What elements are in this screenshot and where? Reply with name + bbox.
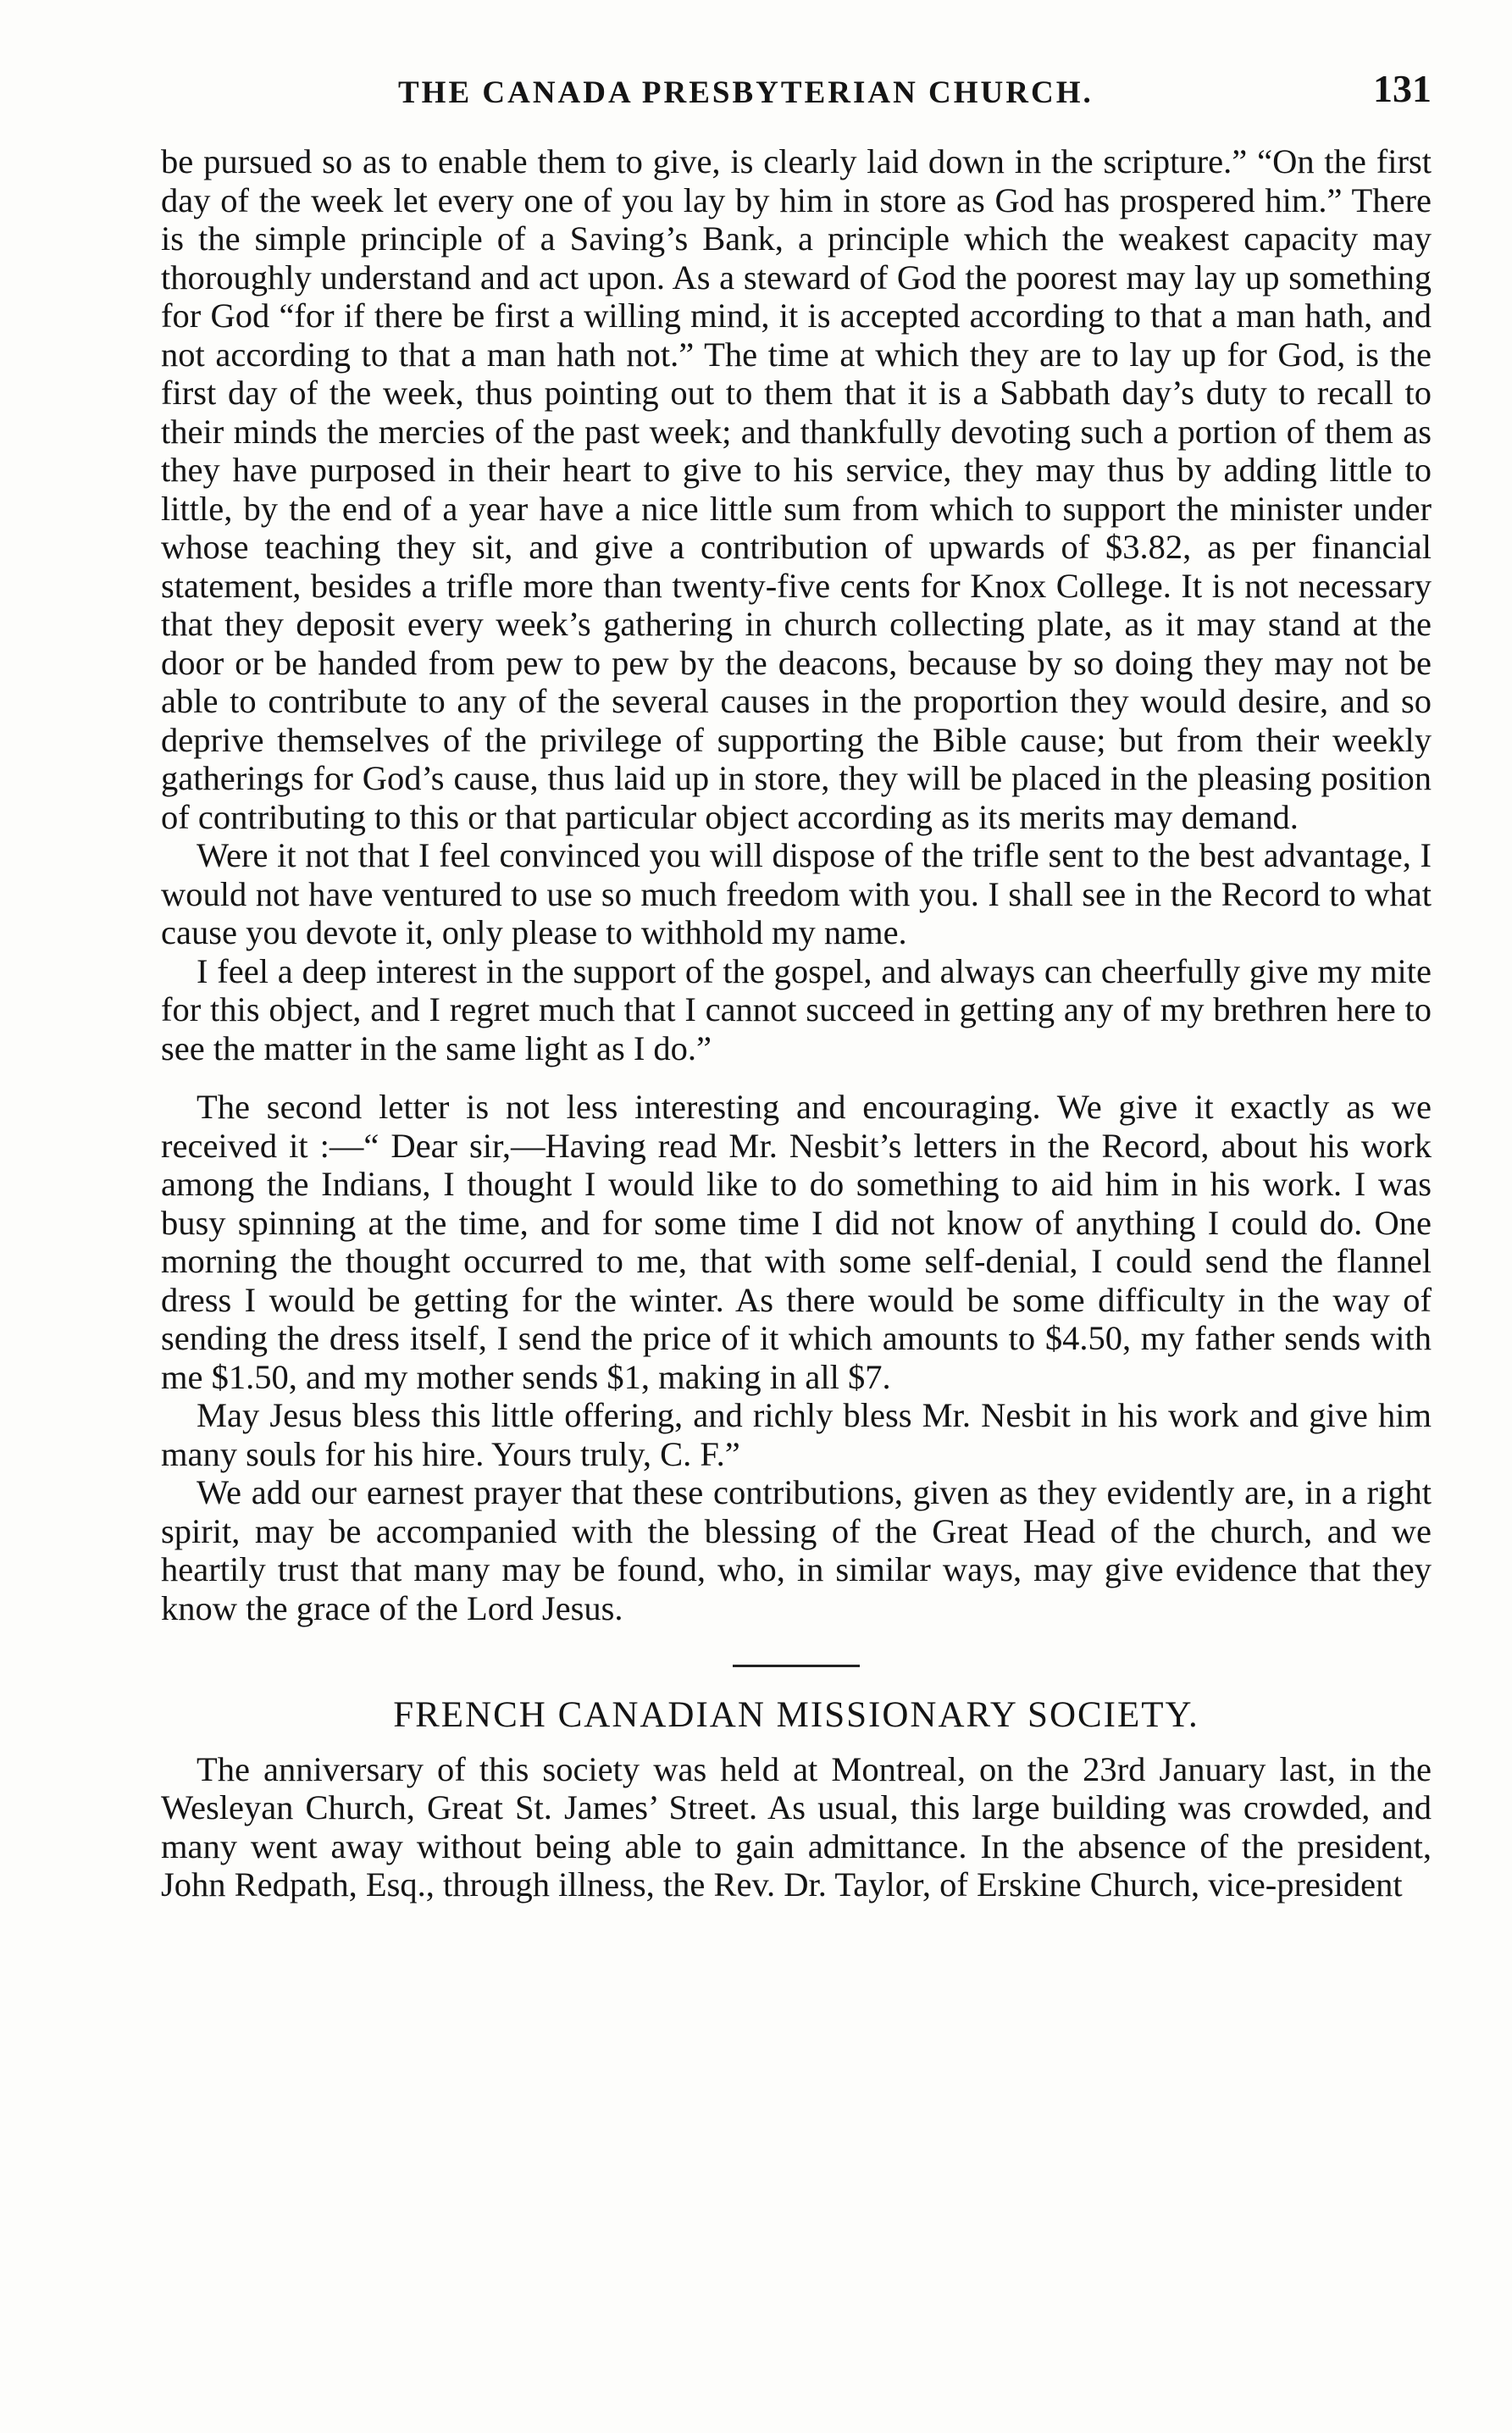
paragraph: The second letter is not less interesting and encouraging. We give it exactly as we received it :—“ Dear sir,—Having read Mr. Nesbit’s letters in the Record, about his work among the Indians, I thought I would like to do something to aid him in his work. I was busy spinning at the time, and for some time I did not know of anything I could do. One morning the thought occurred to me, that with some self-denial, I could send the flannel dress I would be getting for the winter. As there would be some difficulty in the way of sending the dress itself, I send the price of it which amounts to $4.50, my father sends with me $1.50, and my mother sends $1, making in all $7. [161, 1088, 1432, 1396]
page-header [161, 66, 1432, 125]
paragraph: May Jesus bless this little offering, and richly bless Mr. Nesbit in his work and give him many souls for his hire. Yours truly, C. F.” [161, 1396, 1432, 1473]
section-divider [733, 1665, 860, 1667]
paragraph: I feel a deep interest in the support of the gospel, and always can cheerfully give my mite for this object, and I regret much that I cannot succeed in getting any of my brethren here to see the matter in the same light as I do.” [161, 951, 1432, 1067]
paragraph: We add our earnest prayer that these contributions, given as they evidently are, in a right spirit, may be accompanied with the blessing of the Great Head of the church, and we heartily trust that many may be found, who, in similar ways, may give evidence that they know the grace of the Lord Jesus. [161, 1473, 1432, 1627]
page-number: 131 [1373, 67, 1432, 110]
section-heading: FRENCH CANADIAN MISSIONARY SOCIETY. [393, 1695, 1199, 1735]
body-text [161, 142, 1432, 1904]
running-head: THE CANADA PRESBYTERIAN CHURCH. [398, 75, 1094, 110]
paragraph-continued: be pursued so as to enable them to give, is clearly laid down in the scripture.” “On the first day of the week let every one of you lay by him in store as God has prospered him.” There is the simple principle of a Saving’s Bank, a principle which the weakest capacity may thoroughly understand and act upon. As a steward of God the poorest may lay up something for God “for if there be first a willing mind, it is accepted according to that a man hath, and not according to that a man hath not.” The time at which they are to lay up for God, is the first day of the week, thus pointing out to them that it is a Sabbath day’s duty to recall to their minds the mercies of the past week; and thankfully devoting such a portion of them as they have purposed in their heart to give to his service, they may thus by adding little to little, by the end of a year have a nice little sum from which to support the minister under whose teaching they sit, and give a contribution of upwards of $3.82, as per financial statement, besides a trifle more than twenty-five cents for Knox College. It is not necessary that they deposit every week’s gathering in church collecting plate, as it may stand at the door or be handed from pew to pew by the deacons, because by so doing they may not be able to contribute to any of the several causes in the proportion they would desire, and so deprive themselves of the privilege of supporting the Bible cause; but from their weekly gatherings for God’s cause, thus laid up in store, they will be placed in the pleasing position of contributing to this or that particular object according as its merits may demand. [161, 142, 1432, 836]
section-paragraph: The anniversary of this society was held at Montreal, on the 23rd January last, in the Wesleyan Church, Great St. James’ Street. As usual, this large building was crowded, and many went away without being able to gain admittance. In the absence of the president, John Redpath, Esq., through illness, the Rev. Dr. Taylor, of Erskine Church, vice-president [161, 1749, 1432, 1904]
paragraph: Were it not that I feel convinced you will dispose of the trifle sent to the best advantage, I would not have ventured to use so much freedom with you. I shall see in the Record to what cause you devote it, only please to withhold my name. [161, 836, 1432, 951]
